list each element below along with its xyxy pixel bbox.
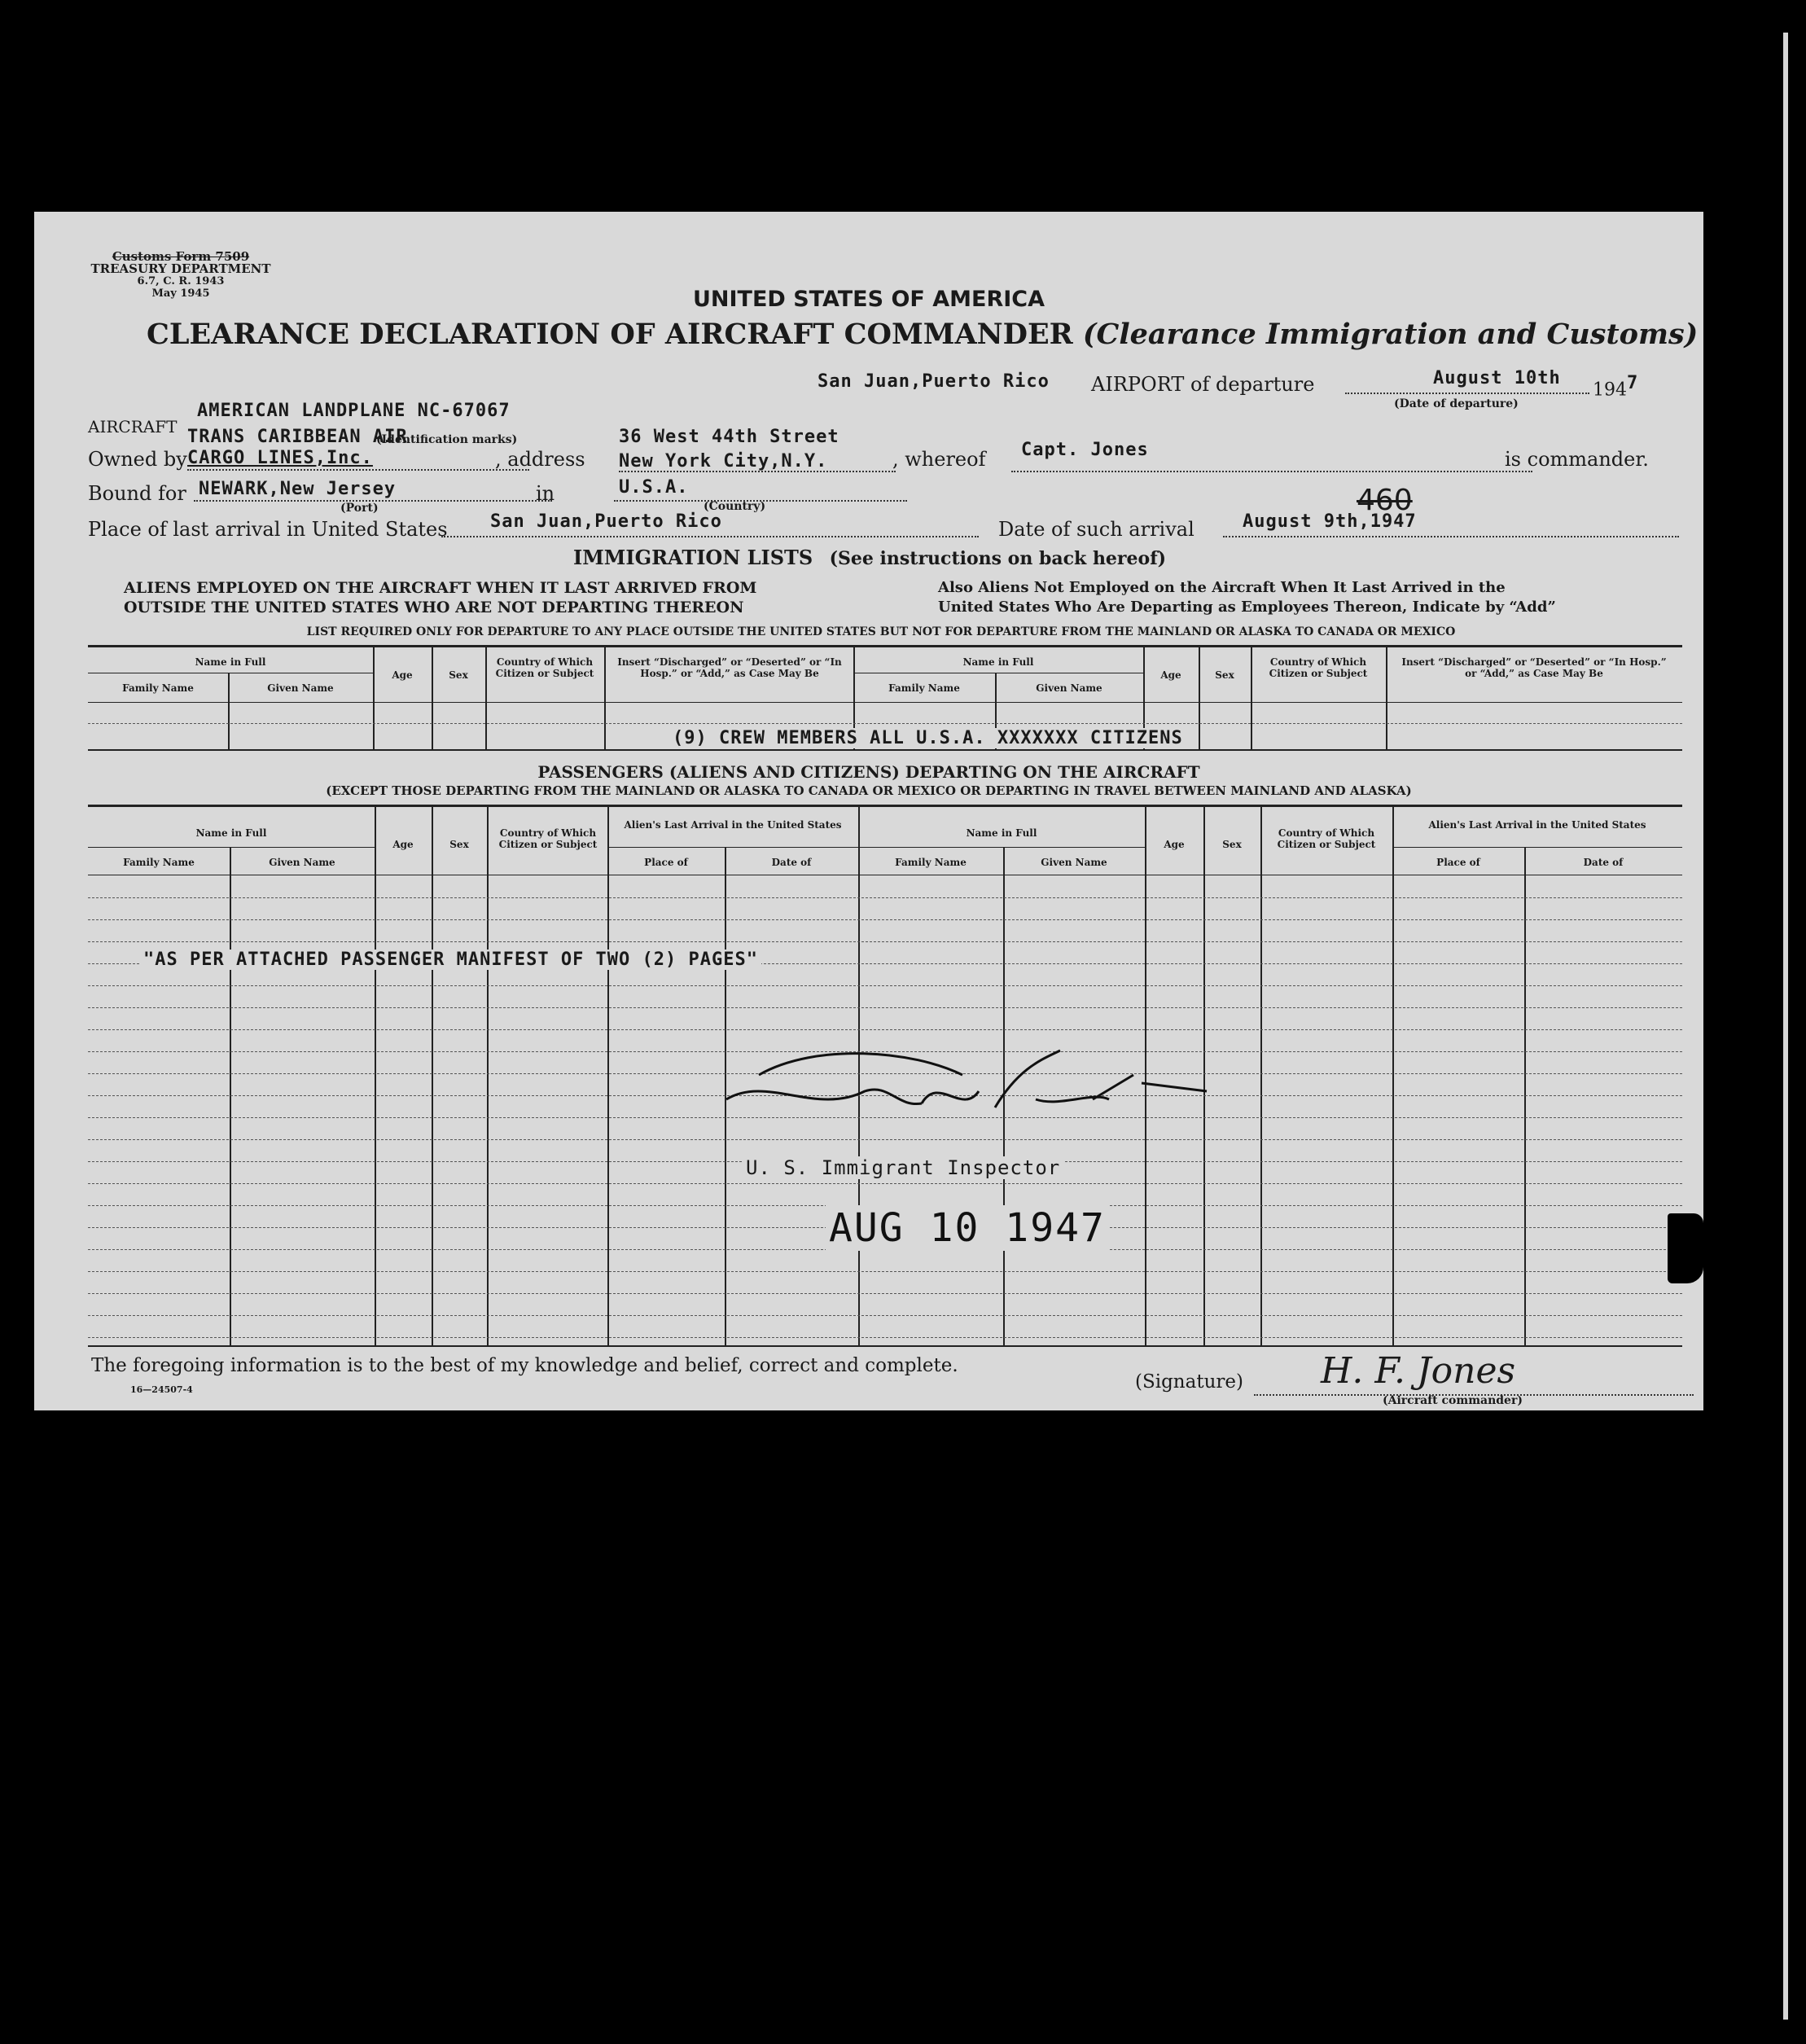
aliens-employed-heading (124, 578, 756, 617)
imm-col-given-left: Given Name (267, 682, 334, 694)
pass-col-given-right: Given Name (1041, 857, 1107, 868)
imm-col-name-right: Name in Full (962, 656, 1034, 668)
signature-caption: (Aircraft commander) (1383, 1394, 1523, 1407)
list-required-note: LIST REQUIRED ONLY FOR DEPARTURE TO ANY PLACE OUTSIDE THE UNITED STATES BUT NOT FOR DEPARTURE FROM THE MAINLAND OR ALASKA TO CANADA OR MEXICO (306, 625, 1456, 638)
imm-col-given-right: Given Name (1036, 682, 1102, 694)
arrival-date-value: August 9th,1947 (1243, 511, 1417, 532)
pass-col-arrival-left: Alien's Last Arrival in the United States (624, 819, 842, 831)
in-label: in (536, 482, 555, 505)
whereof-label: , whereof (892, 448, 986, 471)
bound-country: U.S.A. (619, 477, 689, 498)
address-line2: New York City,N.Y. (619, 451, 828, 472)
table-row (88, 919, 1682, 921)
pass-col-name-right: Name in Full (966, 827, 1037, 839)
table-row (88, 1293, 1682, 1295)
aircraft-label: AIRCRAFT (88, 417, 178, 436)
inspector-title: U. S. Immigrant Inspector (743, 1156, 1063, 1179)
immigration-note: (See instructions on back hereof) (829, 548, 1167, 569)
airport-label: AIRPORT of departure (1091, 373, 1315, 396)
pass-col-place-left: Place of (644, 857, 688, 868)
commander-value: Capt. Jones (1021, 440, 1149, 460)
table-row (88, 941, 1682, 943)
inspector-signature (653, 1026, 1223, 1140)
treasury-department: TREASURY DEPARTMENT (90, 261, 271, 276)
table-row (88, 1271, 1682, 1273)
imm-col-age-right: Age (1160, 669, 1181, 681)
immigration-heading (573, 546, 1166, 569)
passengers-subheading: (EXCEPT THOSE DEPARTING FROM THE MAINLAND OR ALASKA TO CANADA OR MEXICO OR DEPARTING IN TRAVEL BETWEEN MAINLAND AND ALASKA) (326, 783, 1412, 798)
pass-col-age-left: Age (392, 839, 414, 850)
year-prefix: 194 (1593, 379, 1627, 401)
main-title (147, 318, 1698, 351)
year (1593, 373, 1638, 400)
pass-col-family-right: Family Name (895, 857, 967, 868)
imm-col-sex-right: Sex (1215, 669, 1234, 681)
aliens-right-line2: United States Who Are Departing as Employees Thereon, Indicate by “Add” (938, 599, 1556, 616)
imm-col-age-left: Age (392, 669, 413, 681)
file-number-struck: 460 (1357, 484, 1413, 517)
country-caption: (Country) (704, 500, 766, 513)
port-caption: (Port) (340, 502, 379, 515)
imm-col-insert-right: Insert “Discharged” or “Deserted” or “In Hosp.” or “Add,” as Case May Be (1401, 656, 1667, 679)
owner-line1: TRANS CARIBBEAN AIR (187, 427, 408, 447)
pass-col-country-right: Country of Which Citizen or Subject (1277, 827, 1376, 850)
pass-col-family-left: Family Name (123, 857, 195, 868)
pass-col-sex-left: Sex (449, 839, 469, 850)
customs-form-number: Customs Form 7509 (112, 249, 250, 264)
table-row (88, 985, 1682, 987)
aliens-left-line1: ALIENS EMPLOYED ON THE AIRCRAFT WHEN IT LAST ARRIVED FROM (124, 579, 757, 597)
manifest-note: "AS PER ATTACHED PASSENGER MANIFEST OF TWO (2) PAGES" (140, 950, 761, 970)
aliens-left-line2: OUTSIDE THE UNITED STATES WHO ARE NOT DEPARTING THEREON (124, 599, 744, 616)
last-arrival-value: San Juan,Puerto Rico (490, 511, 722, 532)
form-number: 16—24507-4 (130, 1384, 193, 1395)
airport-value: San Juan,Puerto Rico (818, 371, 1050, 392)
imm-col-country-right: Country of Which Citizen or Subject (1269, 656, 1368, 679)
country-title: UNITED STATES OF AMERICA (692, 287, 1045, 312)
bound-port: NEWARK,New Jersey (199, 479, 397, 499)
table-row (88, 897, 1682, 899)
year-suffix: 7 (1627, 373, 1639, 393)
immigration-title: IMMIGRATION LISTS (573, 546, 813, 569)
imm-col-insert-left: Insert “Discharged” or “Deserted” or “In Hosp.” or “Add,” as Case May Be (617, 656, 842, 679)
commander-signature: H. F. Jones (1321, 1350, 1516, 1392)
file-number (1357, 484, 1413, 517)
imm-col-name-left: Name in Full (195, 656, 266, 668)
table-row (88, 1007, 1682, 1009)
aliens-right-line1: Also Aliens Not Employed on the Aircraft When It Last Arrived in the (938, 579, 1506, 596)
aliens-not-employed-heading (938, 578, 1556, 617)
imm-col-sex-left: Sex (449, 669, 468, 681)
table-row (88, 1337, 1682, 1339)
owner-line2: CARGO LINES,Inc. (187, 448, 373, 468)
aircraft-value: AMERICAN LANDPLANE NC-67067 (197, 401, 511, 421)
imm-col-country-left: Country of Which Citizen or Subject (495, 656, 594, 679)
torn-edge (1668, 1213, 1703, 1283)
address-label: , address (495, 448, 585, 471)
pass-col-date-left: Date of (771, 857, 812, 868)
date-stamp: AUG 10 1947 (826, 1205, 1109, 1251)
pass-col-date-right: Date of (1583, 857, 1624, 868)
pass-col-given-left: Given Name (269, 857, 335, 868)
pass-col-country-left: Country of Which Citizen or Subject (498, 827, 598, 850)
signature-label: (Signature) (1135, 1371, 1243, 1393)
departure-date: August 10th (1433, 368, 1561, 388)
passengers-heading: PASSENGERS (ALIENS AND CITIZENS) DEPARTING ON THE AIRCRAFT (537, 762, 1200, 782)
pass-col-age-right: Age (1164, 839, 1185, 850)
declaration-text: The foregoing information is to the best of my knowledge and belief, correct and complete. (91, 1355, 958, 1376)
address-line1: 36 West 44th Street (619, 427, 839, 447)
imm-col-family-left: Family Name (122, 682, 194, 694)
scan-edge-strip (1783, 33, 1788, 2020)
last-arrival-label: Place of last arrival in United States (88, 518, 448, 541)
table-row (88, 1183, 1682, 1185)
arrival-date-label: Date of such arrival (998, 518, 1195, 541)
cr-reference: 6.7, C. R. 1943 (137, 275, 225, 287)
bound-for-label: Bound for (88, 482, 186, 505)
title-sub: (Clearance Immigration and Customs) (1082, 318, 1699, 351)
title-main: CLEARANCE DECLARATION OF AIRCRAFT COMMANDER (147, 318, 1073, 351)
clearance-form (34, 212, 1703, 1410)
pass-col-sex-right: Sex (1222, 839, 1242, 850)
crew-entry: (9) CREW MEMBERS ALL U.S.A. XXXXXXX CITIZENS (669, 728, 1186, 748)
date-caption: (Date of departure) (1394, 397, 1519, 410)
pass-col-place-right: Place of (1436, 857, 1480, 868)
pass-col-name-left: Name in Full (195, 827, 267, 839)
owned-by-label: Owned by (88, 448, 187, 471)
table-row (88, 1315, 1682, 1317)
commander-label: is commander. (1505, 448, 1649, 471)
imm-col-family-right: Family Name (888, 682, 960, 694)
pass-col-arrival-right: Alien's Last Arrival in the United States (1428, 819, 1646, 831)
marks-caption: (Identification marks) (376, 433, 518, 446)
form-date: May 1945 (151, 287, 210, 300)
